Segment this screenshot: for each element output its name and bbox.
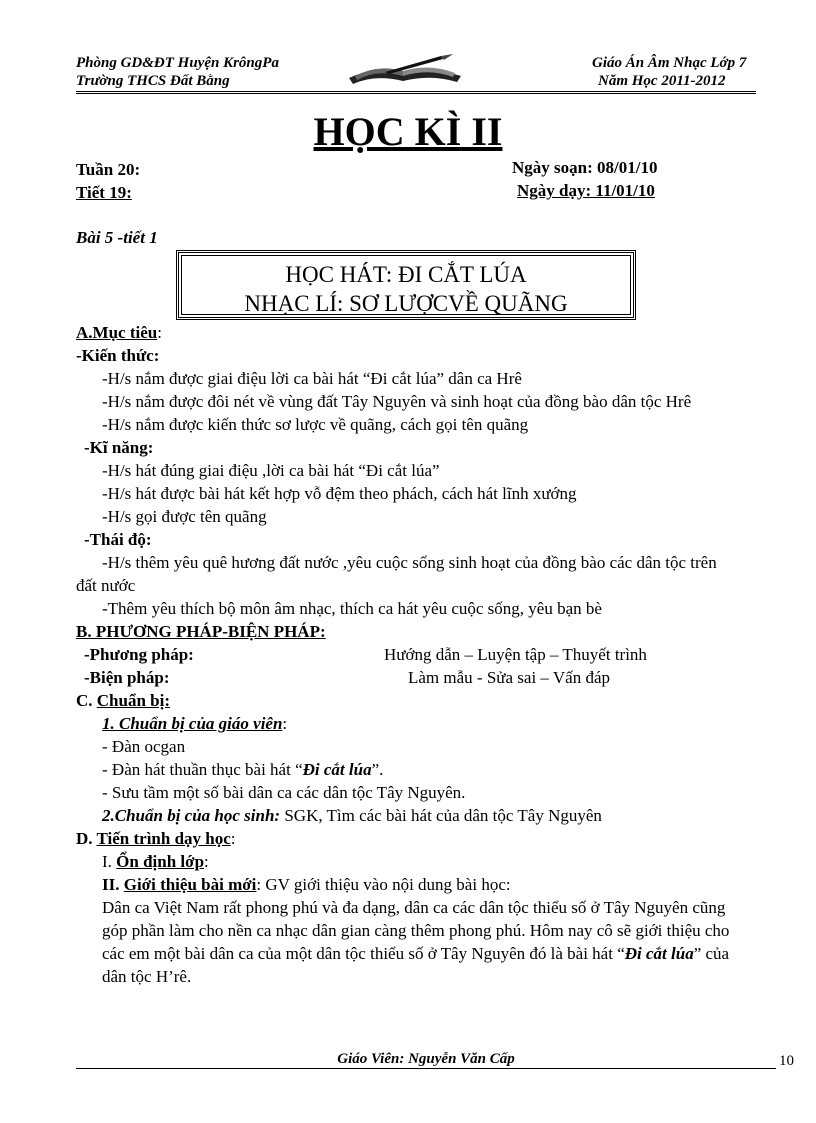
footer-rule [76, 1068, 776, 1069]
header-subject: Giáo Án Âm Nhạc Lớp 7 [592, 55, 747, 71]
teacher-prep-item: - Sưu tầm một số bài dân ca các dân tộc Tây Nguyên. [102, 783, 466, 802]
step-stabilize-class: I. Ổn định lớp: [102, 852, 209, 871]
student-prep: 2.Chuẩn bị của học sinh: SGK, Tìm các bài hát của dân tộc Tây Nguyên [102, 806, 602, 825]
prepared-date: Ngày soạn: 08/01/10 [512, 158, 658, 177]
teacher-prep-heading: 1. Chuẩn bị của giáo viên: [102, 714, 288, 733]
attitude-label: -Thái độ: [84, 530, 152, 549]
intro-paragraph-line: góp phần làm cho nền ca nhạc dân gian càng thêm phong phú. Hôm nay cô sẽ giới thiệu cho [102, 921, 730, 940]
period-label: Tiết 19: [76, 183, 132, 202]
skills-item: -H/s gọi được tên quãng [102, 507, 267, 526]
attitude-item: -H/s thêm yêu quê hương đất nước ,yêu cuộc sống sinh hoạt của đồng bào các dân tộc trên [102, 553, 717, 572]
header-school: Trường THCS Đất Bằng [76, 73, 230, 89]
header-department: Phòng GD&ĐT Huyện KrôngPa [76, 55, 279, 71]
teaching-date: Ngày dạy: 11/01/10 [517, 181, 655, 200]
method-value: Hướng dẫn – Luyện tập – Thuyết trình [384, 645, 647, 664]
header-rule [76, 91, 756, 94]
page-title: HỌC KÌ II [313, 109, 503, 154]
intro-paragraph-line: các em một bài dân ca của một dân tộc thiểu số ở Tây Nguyên đó là bài hát “Đi cắt lúa” của [102, 944, 730, 963]
knowledge-item: -H/s nắm được giai điệu lời ca bài hát “Đi cắt lúa” dân ca Hrê [102, 369, 522, 388]
measure-value: Làm mẫu - Sửa sai – Vấn đáp [408, 668, 610, 687]
page-number: 10 [779, 1053, 794, 1069]
section-b-heading: B. PHƯƠNG PHÁP-BIỆN PHÁP: [76, 622, 326, 641]
lesson-title-box [176, 250, 636, 320]
lesson-theory-title: NHẠC LÍ: SƠ LƯỢCVỀ QUÃNG [244, 291, 568, 316]
measure-label: -Biện pháp: [84, 668, 170, 687]
section-d-heading: D. Tiến trình dạy học: [76, 829, 236, 848]
teacher-prep-item: - Đàn ocgan [102, 737, 186, 756]
section-c-heading: C. Chuẩn bị: [76, 691, 171, 710]
lesson-label: Bài 5 -tiết 1 [76, 228, 158, 247]
step-introduce-lesson: II. Giới thiệu bài mới: GV giới thiệu vào nội dung bài học: [102, 875, 511, 894]
skills-label: -Kĩ năng: [84, 438, 154, 457]
week-label: Tuần 20: [76, 160, 141, 179]
skills-item: -H/s hát đúng giai điệu ,lời ca bài hát “Đi cắt lúa” [102, 461, 440, 480]
header-school-year: Năm Học 2011-2012 [598, 73, 726, 89]
section-a-heading: A.Mục tiêu: [76, 323, 162, 342]
method-label: -Phương pháp: [84, 645, 194, 664]
footer-teacher: Giáo Viên: Nguyễn Văn Cấp [337, 1051, 515, 1067]
teacher-prep-item: - Đàn hát thuần thục bài hát “Đi cắt lúa”. [102, 760, 384, 779]
knowledge-label: -Kiến thức: [76, 346, 160, 365]
lesson-song-title: HỌC HÁT: ĐI CẮT LÚA [285, 262, 527, 287]
attitude-item: -Thêm yêu thích bộ môn âm nhạc, thích ca hát yêu cuộc sống, yêu bạn bè [102, 599, 602, 618]
open-book-quill-icon [345, 52, 465, 86]
knowledge-item: -H/s nắm được kiến thức sơ lược về quãng, cách gọi tên quãng [102, 415, 529, 434]
attitude-item-continued: đất nước [76, 576, 136, 595]
intro-paragraph-line: dân tộc H’rê. [102, 967, 192, 986]
skills-item: -H/s hát được bài hát kết hợp vỗ đệm theo phách, cách hát lĩnh xướng [102, 484, 577, 503]
knowledge-item: -H/s nắm được đôi nét về vùng đất Tây Nguyên và sinh hoạt của đồng bào dân tộc Hrê [102, 392, 692, 411]
intro-paragraph-line: Dân ca Việt Nam rất phong phú và đa dạng, dân ca các dân tộc thiểu số ở Tây Nguyên cũng [102, 898, 726, 917]
